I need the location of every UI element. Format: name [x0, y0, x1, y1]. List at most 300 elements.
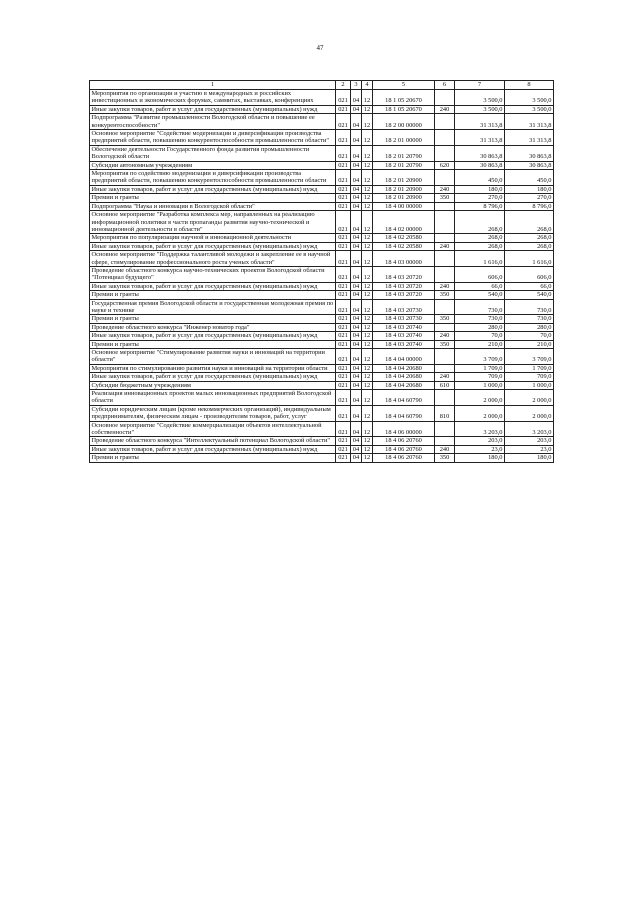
table-row [90, 251, 554, 267]
row-amount-2: 270,0 [505, 194, 554, 202]
row-ministry-code: 021 [336, 242, 351, 250]
row-subsection: 12 [362, 185, 373, 193]
row-amount-2: 180,0 [505, 185, 554, 193]
row-amount-1: 3 709,0 [455, 349, 505, 365]
row-expense-type [435, 364, 455, 372]
row-section: 04 [351, 194, 362, 202]
table-row [90, 234, 554, 242]
row-subsection: 12 [362, 405, 373, 421]
row-target-article: 18 4 03 20740 [373, 340, 435, 348]
row-target-article: 18 4 04 20680 [373, 381, 435, 389]
row-ministry-code: 021 [336, 349, 351, 365]
row-amount-2: 203,0 [505, 437, 554, 445]
row-subsection: 12 [362, 323, 373, 331]
row-name: Основное мероприятие "Содействие коммерциализации объектов интеллектуальной собственности" [90, 421, 336, 437]
row-amount-1: 2 000,0 [455, 390, 505, 406]
row-name: Подпрограмма "Развитие промышленности Вологодской области и повышение ее конкурентоспособности" [90, 114, 336, 130]
row-amount-2: 8 796,0 [505, 202, 554, 210]
row-amount-1: 30 863,8 [455, 161, 505, 169]
row-ministry-code: 021 [336, 381, 351, 389]
row-expense-type [435, 130, 455, 146]
row-expense-type: 810 [435, 405, 455, 421]
table-row [90, 145, 554, 161]
row-name: Премии и гранты [90, 194, 336, 202]
row-target-article: 18 4 06 20760 [373, 437, 435, 445]
row-target-article: 18 4 04 20680 [373, 364, 435, 372]
row-target-article: 18 1 05 20670 [373, 105, 435, 113]
row-target-article: 18 4 02 20580 [373, 234, 435, 242]
row-ministry-code: 021 [336, 445, 351, 453]
row-ministry-code: 021 [336, 405, 351, 421]
row-ministry-code: 021 [336, 114, 351, 130]
row-target-article: 18 1 05 20670 [373, 90, 435, 106]
row-amount-2: 31 313,8 [505, 114, 554, 130]
row-name: Субсидии автономным учреждениям [90, 161, 336, 169]
table-row [90, 266, 554, 282]
row-name: Основное мероприятие "Стимулирование развития науки и инноваций на территории области" [90, 349, 336, 365]
table-row [90, 185, 554, 193]
row-amount-2: 268,0 [505, 211, 554, 234]
row-expense-type [435, 251, 455, 267]
row-section: 04 [351, 282, 362, 290]
table-row [90, 323, 554, 331]
table-row [90, 340, 554, 348]
row-amount-2: 3 500,0 [505, 105, 554, 113]
row-target-article: 18 2 01 20790 [373, 161, 435, 169]
table-row [90, 390, 554, 406]
row-expense-type [435, 145, 455, 161]
table-row [90, 170, 554, 186]
row-subsection: 12 [362, 291, 373, 299]
row-amount-1: 8 796,0 [455, 202, 505, 210]
row-ministry-code: 021 [336, 170, 351, 186]
row-target-article: 18 4 04 00000 [373, 349, 435, 365]
row-target-article: 18 4 03 20740 [373, 323, 435, 331]
row-section: 04 [351, 202, 362, 210]
row-name: Мероприятия по содействию модернизации и диверсификации производства предприятий области, повышению конкурентоспособности промышленности области [90, 170, 336, 186]
row-amount-2: 2 000,0 [505, 405, 554, 421]
row-target-article: 18 4 02 20580 [373, 242, 435, 250]
row-amount-1: 1 000,0 [455, 381, 505, 389]
row-amount-2: 1 616,0 [505, 251, 554, 267]
row-expense-type: 240 [435, 332, 455, 340]
row-subsection: 12 [362, 282, 373, 290]
row-expense-type: 240 [435, 282, 455, 290]
row-amount-2: 3 203,0 [505, 421, 554, 437]
row-amount-1: 70,0 [455, 332, 505, 340]
row-subsection: 12 [362, 130, 373, 146]
row-target-article: 18 4 03 00000 [373, 251, 435, 267]
row-subsection: 12 [362, 161, 373, 169]
row-target-article: 18 4 02 00000 [373, 211, 435, 234]
row-subsection: 12 [362, 349, 373, 365]
row-name: Премии и гранты [90, 340, 336, 348]
row-section: 04 [351, 211, 362, 234]
row-ministry-code: 021 [336, 332, 351, 340]
row-amount-1: 1 709,0 [455, 364, 505, 372]
row-expense-type [435, 390, 455, 406]
row-target-article: 18 4 04 60790 [373, 390, 435, 406]
row-section: 04 [351, 323, 362, 331]
row-section: 04 [351, 315, 362, 323]
row-name: Премии и гранты [90, 454, 336, 462]
row-ministry-code: 021 [336, 373, 351, 381]
table-row [90, 405, 554, 421]
row-amount-1: 210,0 [455, 340, 505, 348]
row-amount-2: 606,0 [505, 266, 554, 282]
row-amount-1: 280,0 [455, 323, 505, 331]
row-subsection: 12 [362, 340, 373, 348]
table-row [90, 315, 554, 323]
row-section: 04 [351, 332, 362, 340]
row-amount-2: 3 500,0 [505, 90, 554, 106]
row-ministry-code: 021 [336, 421, 351, 437]
row-amount-1: 31 313,8 [455, 130, 505, 146]
row-section: 04 [351, 405, 362, 421]
header-col-5: 5 [373, 81, 435, 90]
row-section: 04 [351, 364, 362, 372]
row-subsection: 12 [362, 454, 373, 462]
row-section: 04 [351, 234, 362, 242]
table-row [90, 437, 554, 445]
row-amount-2: 3 709,0 [505, 349, 554, 365]
row-amount-1: 3 500,0 [455, 90, 505, 106]
header-col-8: 8 [505, 81, 554, 90]
row-amount-2: 730,0 [505, 299, 554, 315]
row-subsection: 12 [362, 445, 373, 453]
row-target-article: 18 2 01 20900 [373, 170, 435, 186]
row-amount-2: 66,0 [505, 282, 554, 290]
table-row [90, 242, 554, 250]
row-expense-type: 240 [435, 185, 455, 193]
row-name: Иные закупки товаров, работ и услуг для государственных (муниципальных) нужд [90, 373, 336, 381]
header-col-2: 2 [336, 81, 351, 90]
table-row [90, 282, 554, 290]
row-target-article: 18 2 01 00000 [373, 130, 435, 146]
row-subsection: 12 [362, 234, 373, 242]
row-section: 04 [351, 445, 362, 453]
row-subsection: 12 [362, 242, 373, 250]
row-target-article: 18 4 03 20720 [373, 291, 435, 299]
page-number: 47 [316, 44, 324, 52]
row-subsection: 12 [362, 211, 373, 234]
row-section: 04 [351, 130, 362, 146]
row-target-article: 18 4 03 20740 [373, 332, 435, 340]
row-ministry-code: 021 [336, 390, 351, 406]
row-name: Основное мероприятие "Разработка комплекса мер, направленных на реализацию информационной политики в части пропаганды развития научно-технической и инновационной деятельности в области" [90, 211, 336, 234]
row-target-article: 18 4 06 20760 [373, 454, 435, 462]
row-amount-1: 203,0 [455, 437, 505, 445]
row-subsection: 12 [362, 437, 373, 445]
row-subsection: 12 [362, 332, 373, 340]
row-amount-2: 730,0 [505, 315, 554, 323]
row-amount-2: 268,0 [505, 242, 554, 250]
row-subsection: 12 [362, 194, 373, 202]
table-row [90, 194, 554, 202]
row-amount-1: 1 616,0 [455, 251, 505, 267]
row-target-article: 18 4 06 00000 [373, 421, 435, 437]
row-amount-1: 30 863,8 [455, 145, 505, 161]
row-amount-1: 31 313,8 [455, 114, 505, 130]
row-name: Государственная премия Вологодской области и государственная молодежная премия по науке и технике [90, 299, 336, 315]
row-subsection: 12 [362, 145, 373, 161]
row-name: Субсидии бюджетным учреждениям [90, 381, 336, 389]
row-section: 04 [351, 105, 362, 113]
table-row [90, 445, 554, 453]
row-ministry-code: 021 [336, 299, 351, 315]
row-amount-1: 66,0 [455, 282, 505, 290]
row-subsection: 12 [362, 299, 373, 315]
row-section: 04 [351, 170, 362, 186]
table-row [90, 349, 554, 365]
row-name: Премии и гранты [90, 315, 336, 323]
row-ministry-code: 021 [336, 340, 351, 348]
table-body [90, 90, 554, 463]
row-target-article: 18 2 01 20900 [373, 194, 435, 202]
row-name: Субсидии юридическим лицам (кроме некоммерческих организаций), индивидуальным предпринимателям, физическим лицам - производителям товаров, работ, услуг [90, 405, 336, 421]
row-name: Проведение областного конкурса научно-технических проектов Вологодской области "Потенциал будущего" [90, 266, 336, 282]
row-name: Мероприятия по популяризации научной и инновационной деятельности [90, 234, 336, 242]
row-name: Мероприятия по стимулированию развития науки и инноваций на территории области [90, 364, 336, 372]
table-row [90, 454, 554, 462]
header-col-6: 6 [435, 81, 455, 90]
row-section: 04 [351, 161, 362, 169]
row-target-article: 18 4 06 20760 [373, 445, 435, 453]
row-amount-1: 268,0 [455, 234, 505, 242]
row-expense-type [435, 421, 455, 437]
row-amount-2: 23,0 [505, 445, 554, 453]
row-subsection: 12 [362, 105, 373, 113]
row-ministry-code: 021 [336, 90, 351, 106]
row-expense-type: 350 [435, 194, 455, 202]
row-ministry-code: 021 [336, 282, 351, 290]
row-name: Реализация инновационных проектов малых инновационных предприятий Вологодской области [90, 390, 336, 406]
row-expense-type: 620 [435, 161, 455, 169]
row-amount-2: 30 863,8 [505, 145, 554, 161]
row-section: 04 [351, 421, 362, 437]
row-expense-type: 350 [435, 315, 455, 323]
row-name: Основное мероприятие "Поддержка талантливой молодежи и закрепление ее в научной сфере, стимулирование профессионального роста ученых области" [90, 251, 336, 267]
row-amount-1: 730,0 [455, 315, 505, 323]
row-name: Иные закупки товаров, работ и услуг для государственных (муниципальных) нужд [90, 185, 336, 193]
row-ministry-code: 021 [336, 315, 351, 323]
row-ministry-code: 021 [336, 161, 351, 169]
table-header [90, 81, 554, 90]
row-ministry-code: 021 [336, 266, 351, 282]
row-name: Подпрограмма "Наука и инновации в Вологодской области" [90, 202, 336, 210]
table-row [90, 299, 554, 315]
row-subsection: 12 [362, 421, 373, 437]
table-row [90, 291, 554, 299]
row-section: 04 [351, 340, 362, 348]
row-subsection: 12 [362, 114, 373, 130]
row-section: 04 [351, 114, 362, 130]
row-ministry-code: 021 [336, 105, 351, 113]
table-row [90, 114, 554, 130]
row-ministry-code: 021 [336, 185, 351, 193]
header-col-1: 1 [90, 81, 336, 90]
row-amount-2: 540,0 [505, 291, 554, 299]
row-subsection: 12 [362, 381, 373, 389]
row-target-article: 18 4 03 20730 [373, 299, 435, 315]
row-amount-2: 30 863,8 [505, 161, 554, 169]
row-ministry-code: 021 [336, 194, 351, 202]
row-amount-2: 180,0 [505, 454, 554, 462]
row-amount-1: 270,0 [455, 194, 505, 202]
row-ministry-code: 021 [336, 251, 351, 267]
row-section: 04 [351, 381, 362, 389]
row-name: Иные закупки товаров, работ и услуг для государственных (муниципальных) нужд [90, 332, 336, 340]
row-section: 04 [351, 437, 362, 445]
row-expense-type: 240 [435, 373, 455, 381]
header-col-4: 4 [362, 81, 373, 90]
row-section: 04 [351, 349, 362, 365]
row-amount-1: 180,0 [455, 185, 505, 193]
row-expense-type: 350 [435, 291, 455, 299]
row-amount-2: 280,0 [505, 323, 554, 331]
row-expense-type: 240 [435, 445, 455, 453]
table-row [90, 90, 554, 106]
row-subsection: 12 [362, 266, 373, 282]
row-target-article: 18 2 00 00000 [373, 114, 435, 130]
row-amount-1: 268,0 [455, 211, 505, 234]
row-name: Мероприятия по организации и участию в международных и российских инвестиционных и экономических форумах, саммитах, выставках, конференциях [90, 90, 336, 106]
row-section: 04 [351, 373, 362, 381]
row-name: Иные закупки товаров, работ и услуг для государственных (муниципальных) нужд [90, 105, 336, 113]
row-expense-type [435, 266, 455, 282]
row-section: 04 [351, 291, 362, 299]
row-expense-type: 610 [435, 381, 455, 389]
row-section: 04 [351, 145, 362, 161]
row-section: 04 [351, 90, 362, 106]
row-subsection: 12 [362, 373, 373, 381]
header-col-7: 7 [455, 81, 505, 90]
row-section: 04 [351, 185, 362, 193]
row-ministry-code: 021 [336, 145, 351, 161]
row-amount-1: 2 000,0 [455, 405, 505, 421]
row-expense-type [435, 90, 455, 106]
table-row [90, 421, 554, 437]
row-ministry-code: 021 [336, 202, 351, 210]
row-amount-1: 23,0 [455, 445, 505, 453]
row-expense-type: 350 [435, 340, 455, 348]
table-row [90, 105, 554, 113]
row-expense-type: 350 [435, 454, 455, 462]
table-row [90, 381, 554, 389]
row-expense-type [435, 349, 455, 365]
row-name: Обеспечение деятельности Государственного фонда развития промышленности Вологодской области [90, 145, 336, 161]
table-row [90, 373, 554, 381]
row-name: Премии и гранты [90, 291, 336, 299]
row-amount-2: 1 709,0 [505, 364, 554, 372]
row-ministry-code: 021 [336, 323, 351, 331]
row-name: Иные закупки товаров, работ и услуг для государственных (муниципальных) нужд [90, 445, 336, 453]
row-name: Иные закупки товаров, работ и услуг для государственных (муниципальных) нужд [90, 242, 336, 250]
row-amount-1: 709,0 [455, 373, 505, 381]
table-row [90, 211, 554, 234]
row-target-article: 18 4 03 20720 [373, 282, 435, 290]
row-expense-type [435, 323, 455, 331]
table-row [90, 332, 554, 340]
row-ministry-code: 021 [336, 130, 351, 146]
row-subsection: 12 [362, 364, 373, 372]
row-section: 04 [351, 242, 362, 250]
row-subsection: 12 [362, 202, 373, 210]
row-name: Проведение областного конкурса "Инженер новатор года" [90, 323, 336, 331]
row-expense-type [435, 211, 455, 234]
row-subsection: 12 [362, 90, 373, 106]
row-expense-type [435, 170, 455, 186]
row-target-article: 18 4 03 20730 [373, 315, 435, 323]
row-amount-2: 1 000,0 [505, 381, 554, 389]
row-subsection: 12 [362, 251, 373, 267]
row-target-article: 18 4 04 60790 [373, 405, 435, 421]
row-expense-type [435, 299, 455, 315]
row-amount-1: 540,0 [455, 291, 505, 299]
row-section: 04 [351, 266, 362, 282]
row-amount-2: 450,0 [505, 170, 554, 186]
row-target-article: 18 2 01 20900 [373, 185, 435, 193]
row-amount-1: 606,0 [455, 266, 505, 282]
row-amount-2: 70,0 [505, 332, 554, 340]
row-target-article: 18 2 01 20790 [373, 145, 435, 161]
table-row [90, 161, 554, 169]
row-expense-type [435, 114, 455, 130]
row-expense-type [435, 437, 455, 445]
row-section: 04 [351, 299, 362, 315]
row-amount-1: 450,0 [455, 170, 505, 186]
row-section: 04 [351, 251, 362, 267]
row-ministry-code: 021 [336, 364, 351, 372]
row-ministry-code: 021 [336, 437, 351, 445]
budget-table [89, 80, 554, 463]
row-amount-2: 709,0 [505, 373, 554, 381]
table-row [90, 202, 554, 210]
row-expense-type [435, 234, 455, 242]
row-ministry-code: 021 [336, 234, 351, 242]
row-section: 04 [351, 390, 362, 406]
row-amount-1: 3 203,0 [455, 421, 505, 437]
row-amount-1: 268,0 [455, 242, 505, 250]
header-row [90, 81, 554, 90]
row-amount-1: 3 500,0 [455, 105, 505, 113]
row-name: Проведение областного конкурса "Интеллектуальный потенциал Вологодской области" [90, 437, 336, 445]
row-amount-1: 730,0 [455, 299, 505, 315]
row-expense-type: 240 [435, 105, 455, 113]
table-row [90, 130, 554, 146]
row-amount-1: 180,0 [455, 454, 505, 462]
row-subsection: 12 [362, 390, 373, 406]
row-name: Иные закупки товаров, работ и услуг для государственных (муниципальных) нужд [90, 282, 336, 290]
row-ministry-code: 021 [336, 454, 351, 462]
row-target-article: 18 4 04 20680 [373, 373, 435, 381]
row-expense-type: 240 [435, 242, 455, 250]
row-section: 04 [351, 454, 362, 462]
row-subsection: 12 [362, 170, 373, 186]
row-target-article: 18 4 00 00000 [373, 202, 435, 210]
row-name: Основное мероприятие "Содействие модернизации и диверсификации производства предприятий области, повышению конкурентоспособности промышленности области" [90, 130, 336, 146]
row-ministry-code: 021 [336, 291, 351, 299]
row-amount-2: 268,0 [505, 234, 554, 242]
header-col-3: 3 [351, 81, 362, 90]
row-target-article: 18 4 03 20720 [373, 266, 435, 282]
row-expense-type [435, 202, 455, 210]
row-amount-2: 210,0 [505, 340, 554, 348]
row-amount-2: 2 000,0 [505, 390, 554, 406]
row-subsection: 12 [362, 315, 373, 323]
row-amount-2: 31 313,8 [505, 130, 554, 146]
row-ministry-code: 021 [336, 211, 351, 234]
